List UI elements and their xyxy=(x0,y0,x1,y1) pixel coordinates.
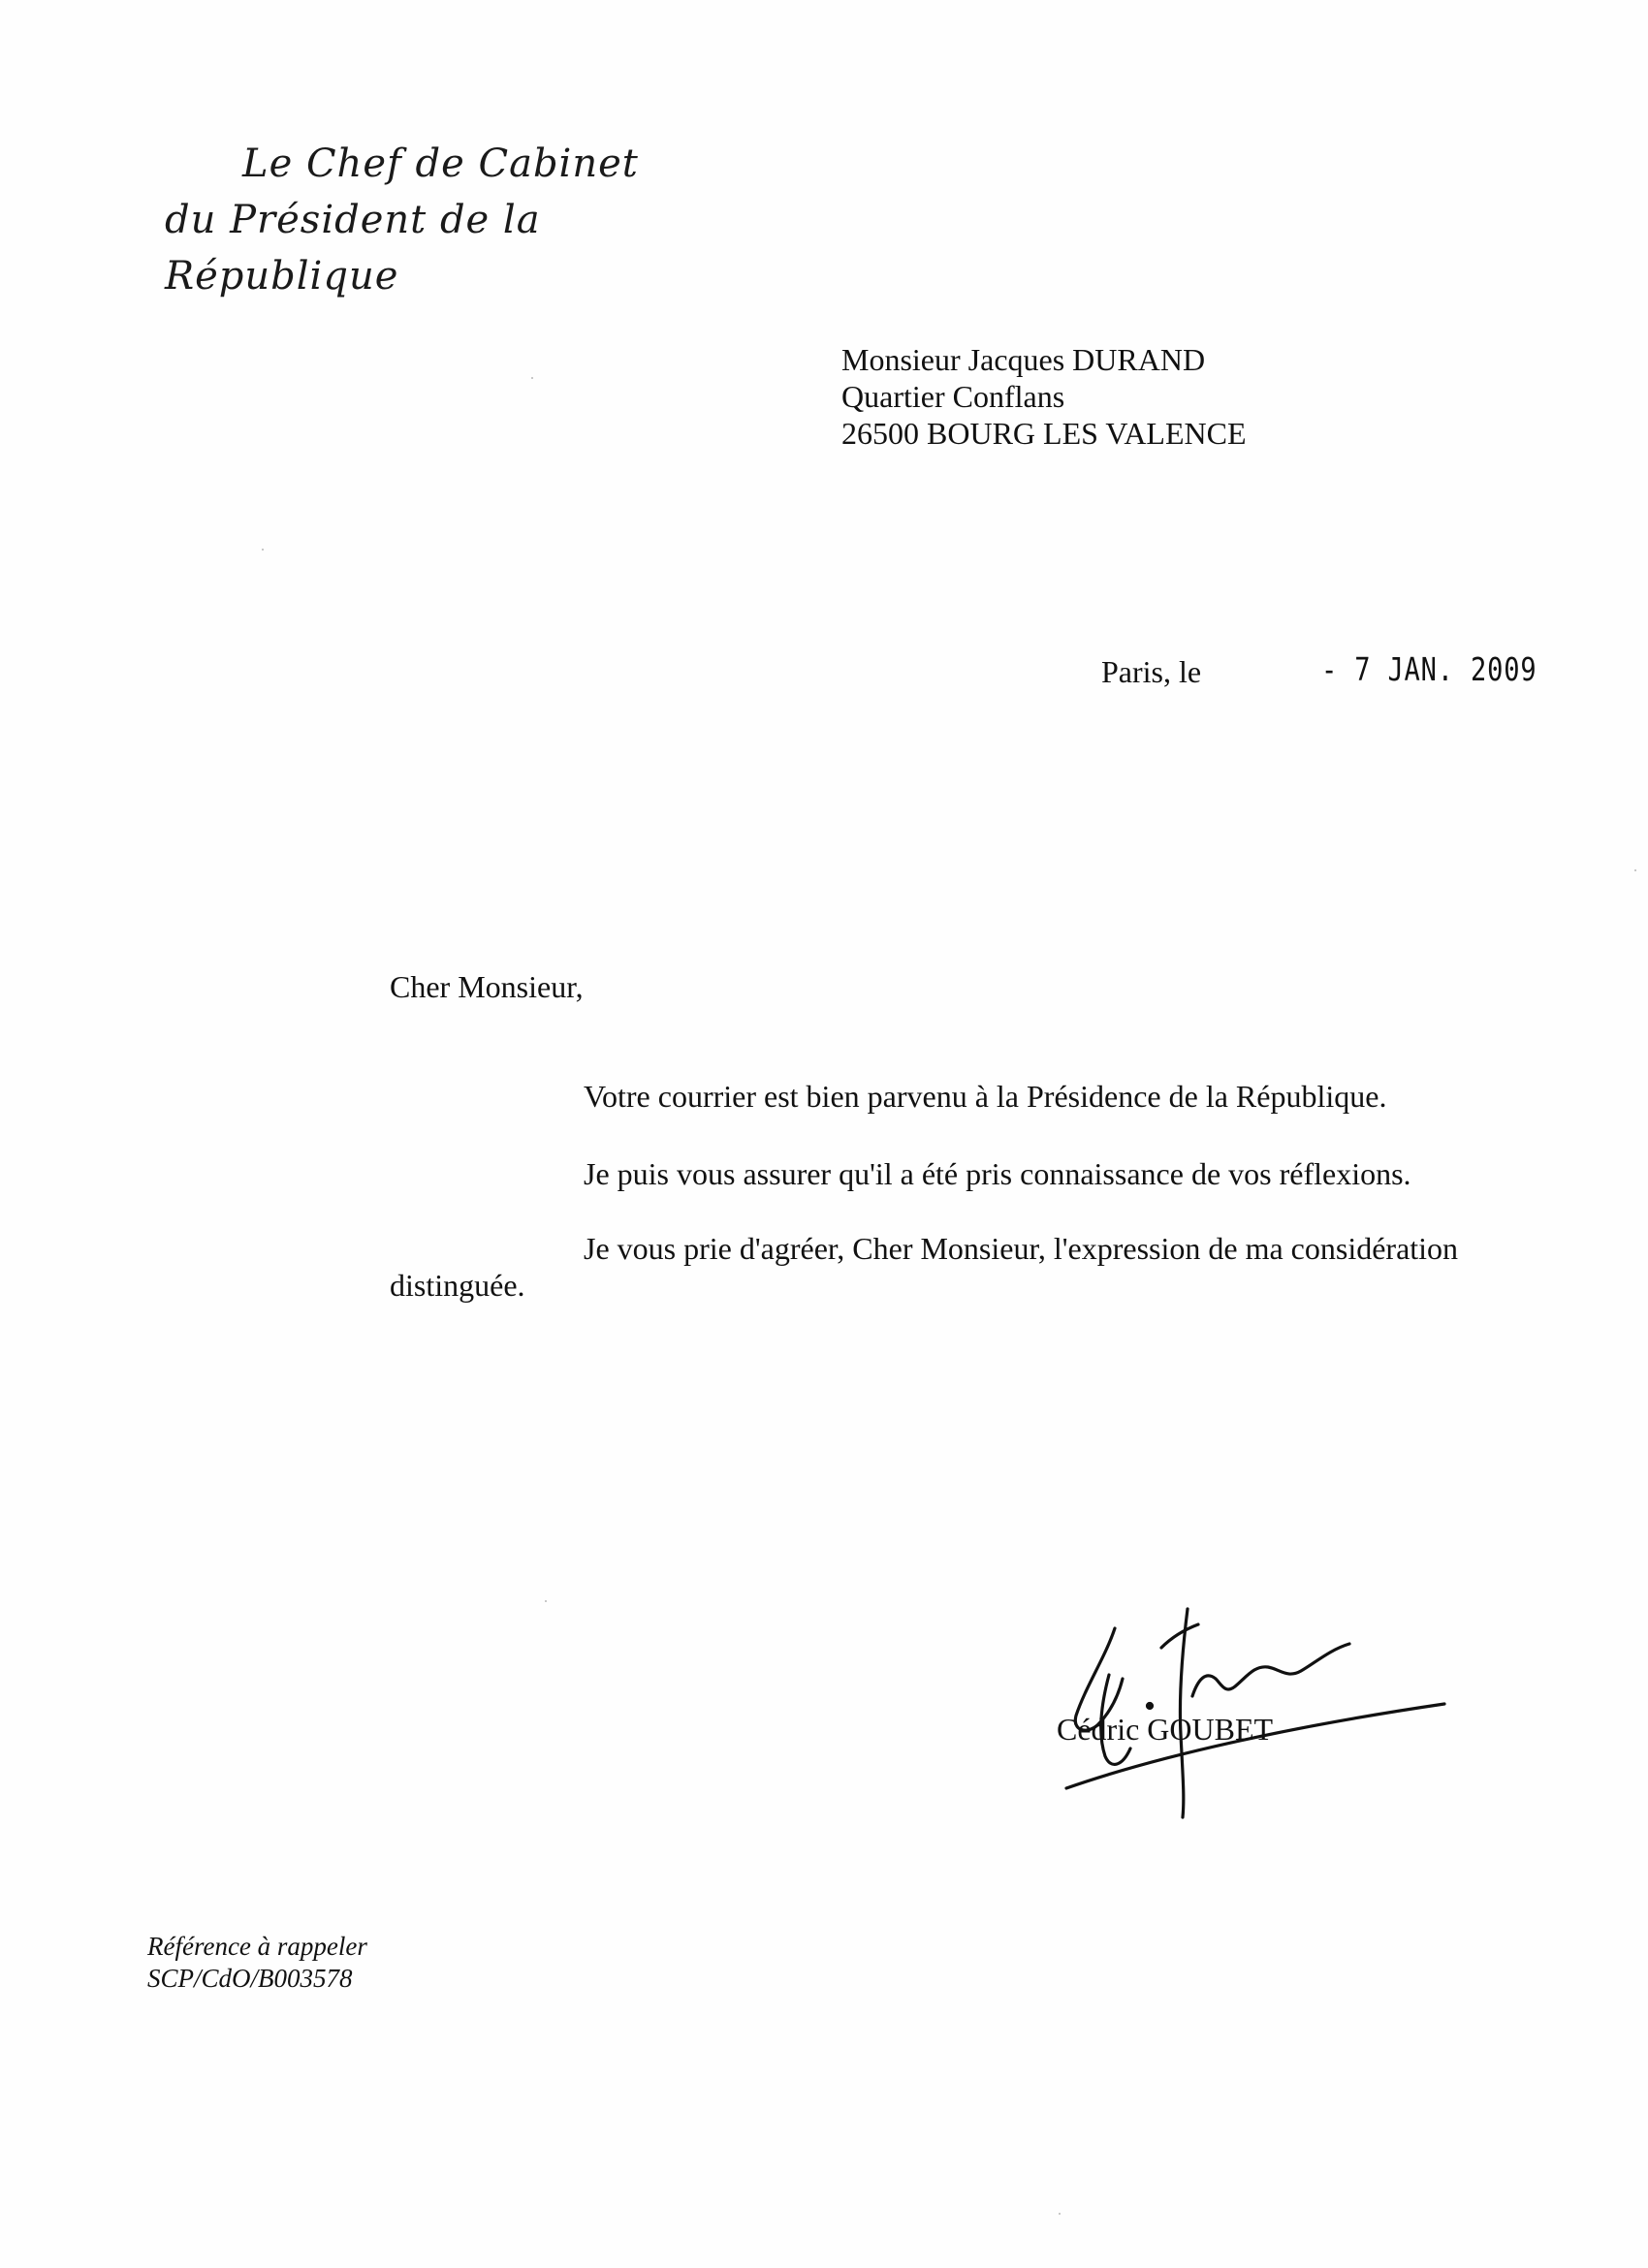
reference-code: SCP/CdO/B003578 xyxy=(147,1964,353,1993)
letterhead xyxy=(165,136,708,304)
signer-name: Cédric GOUBET xyxy=(1057,1712,1274,1747)
scan-speck xyxy=(545,1600,547,1602)
reference-label: Référence à rappeler xyxy=(147,1932,367,1961)
scan-speck xyxy=(531,377,533,379)
scan-speck xyxy=(1059,2213,1061,2215)
dateline-place: Paris, le xyxy=(1101,654,1202,689)
recipient-address xyxy=(841,341,1247,452)
reference-block xyxy=(147,1931,367,1995)
paragraph-3-continuation: distinguée. xyxy=(390,1268,525,1303)
scan-speck xyxy=(1634,869,1636,871)
recipient-street: Quartier Conflans xyxy=(841,379,1065,414)
recipient-name: Monsieur Jacques DURAND xyxy=(841,342,1206,377)
date-stamp: - 7 JAN. 2009 xyxy=(1321,650,1537,688)
recipient-city: 26500 BOURG LES VALENCE xyxy=(841,416,1247,451)
paragraph-1: Votre courrier est bien parvenu à la Présidence de la République. xyxy=(584,1079,1387,1114)
handwritten-signature xyxy=(1047,1590,1454,1822)
salutation: Cher Monsieur, xyxy=(390,969,584,1004)
scan-speck xyxy=(262,549,264,551)
letterhead-line-2: du Président de la République xyxy=(165,198,541,299)
paragraph-2: Je puis vous assurer qu'il a été pris connaissance de vos réflexions. xyxy=(584,1156,1411,1191)
letterhead-line-1: Le Chef de Cabinet xyxy=(242,142,639,186)
paragraph-3: Je vous prie d'agréer, Cher Monsieur, l'expression de ma considération xyxy=(584,1231,1459,1266)
